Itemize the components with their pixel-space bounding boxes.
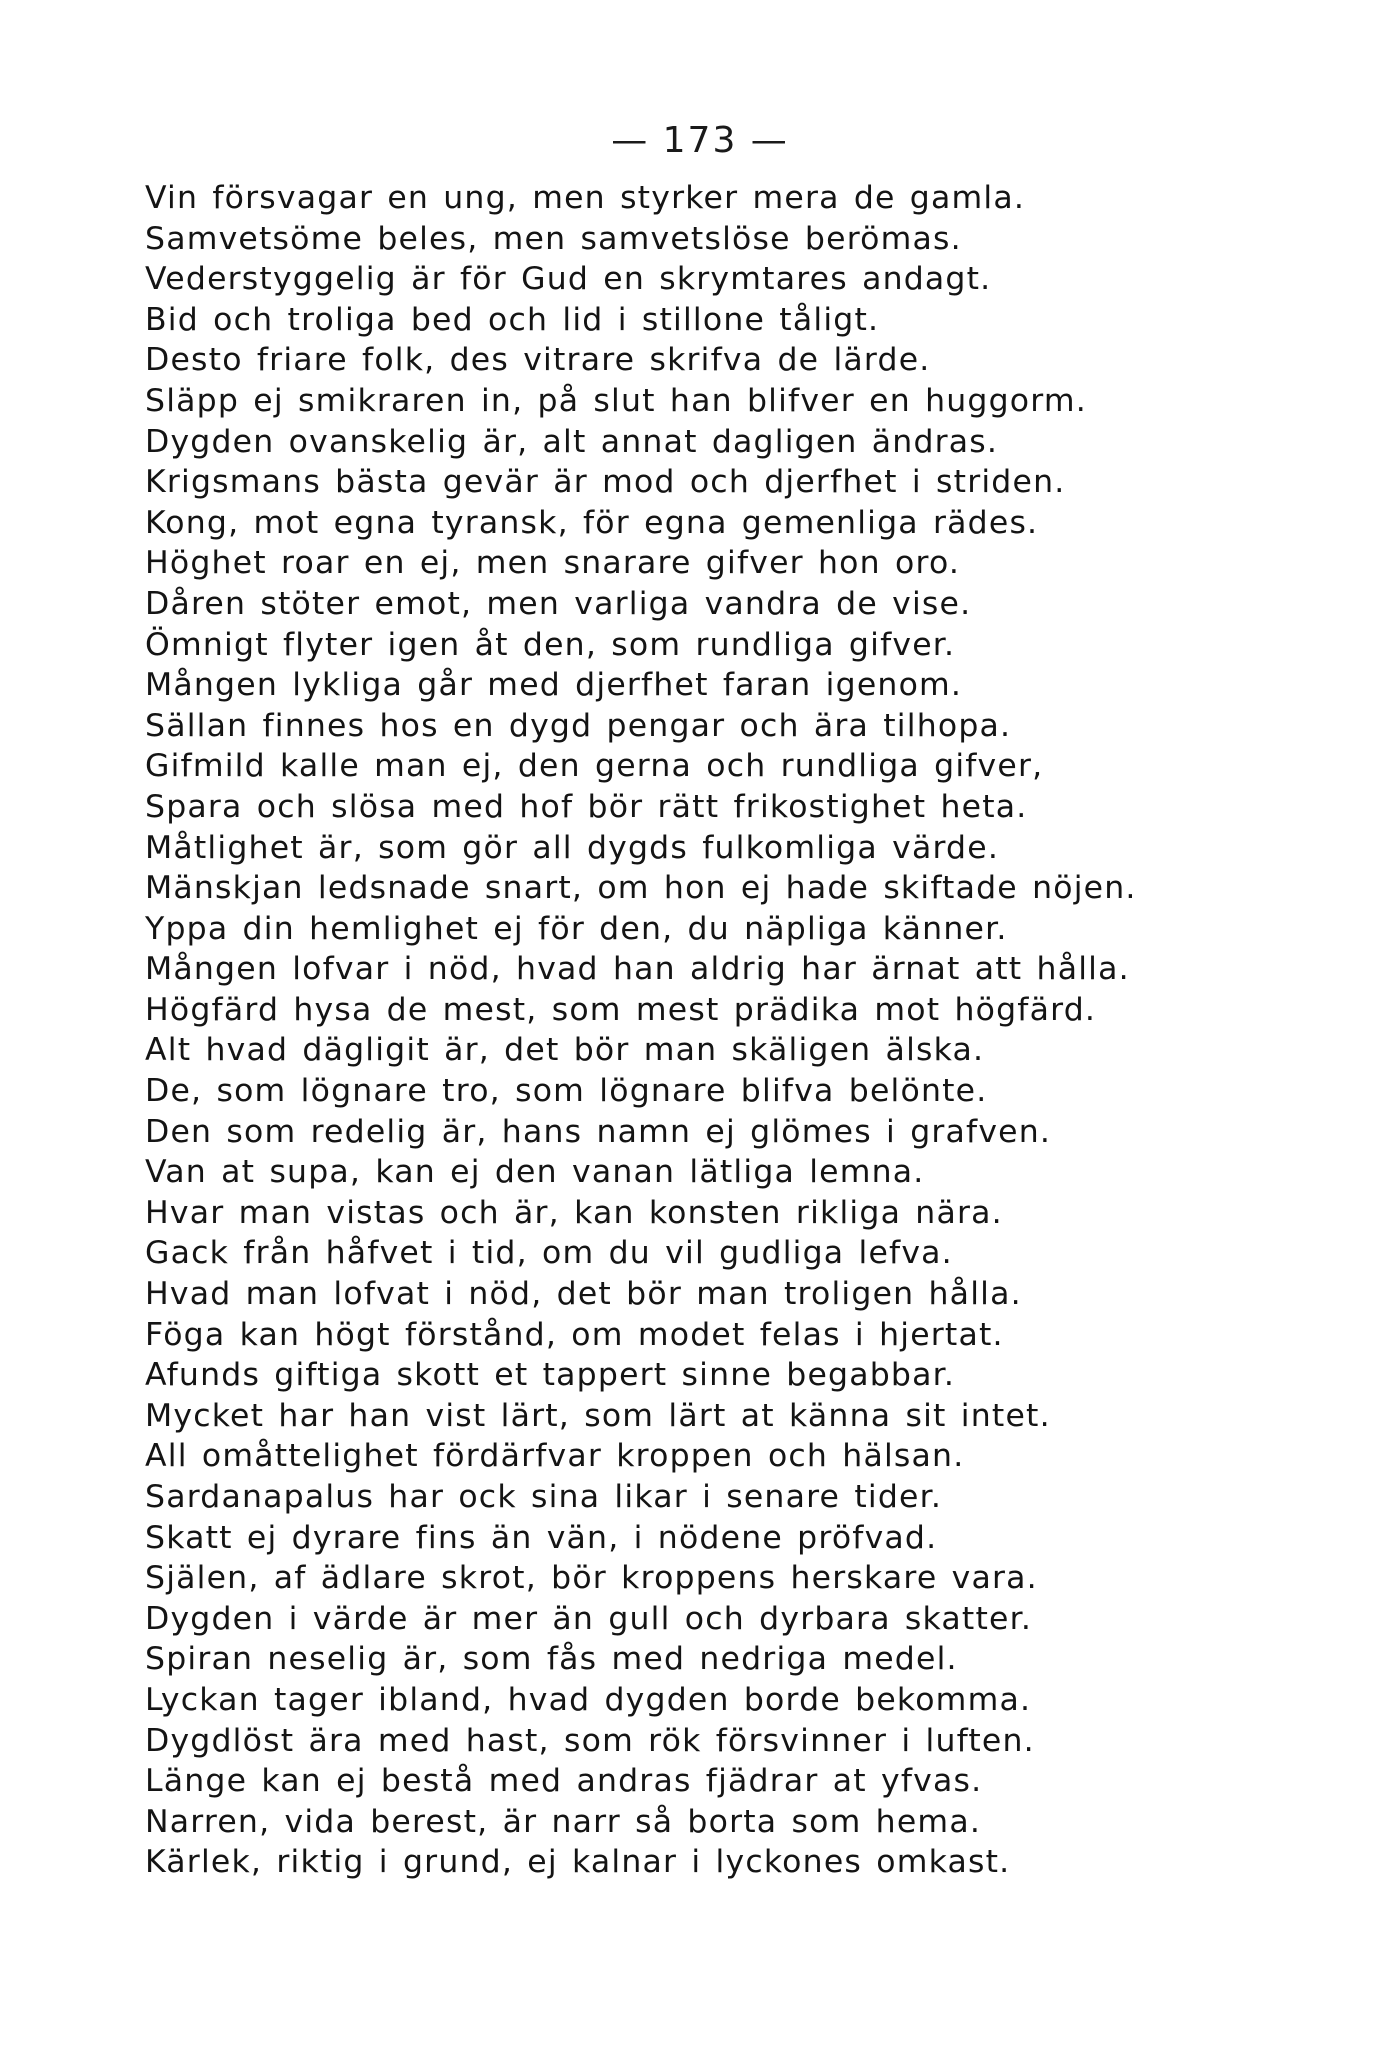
proverb-line: Sällan finnes hos en dygd pengar och ära tilhopa. (145, 707, 1012, 744)
proverb-line: Föga kan högt förstånd, om modet felas i hjertat. (145, 1316, 1004, 1353)
proverb-line: Mången lykliga går med djerfhet faran igenom. (145, 667, 963, 704)
proverb-line: Samvetsöme beles, men samvetslöse berömas. (145, 220, 962, 257)
proverb-line: Vederstyggelig är för Gud en skrymtares andagt. (145, 261, 992, 298)
proverb-line: Den som redelig är, hans namn ej glömes i grafven. (145, 1113, 1052, 1150)
proverb-line: Själen, af ädlare skrot, bör kroppens herskare vara. (145, 1560, 1038, 1597)
proverb-list (145, 178, 1345, 1883)
proverb-line: Narren, vida berest, är narr så borta som hema. (145, 1803, 982, 1840)
proverb-line: Hvad man lofvat i nöd, det bör man troligen hålla. (145, 1276, 1022, 1313)
proverb-line: Måtlighet är, som gör all dygds fulkomliga värde. (145, 829, 1000, 866)
proverb-line: Skatt ej dyrare fins än vän, i nödene pröfvad. (145, 1519, 938, 1556)
proverb-line: Dåren stöter emot, men varliga vandra de vise. (145, 585, 972, 622)
proverb-line: Gack från håfvet i tid, om du vil gudliga lefva. (145, 1235, 953, 1272)
proverb-line: All omåttelighet fördärfvar kroppen och hälsan. (145, 1438, 965, 1475)
proverb-line: Vin försvagar en ung, men styrker mera de gamla. (145, 180, 1026, 216)
proverb-line: Bid och troliga bed och lid i stillone tåligt. (145, 301, 880, 338)
proverb-line: Mycket har han vist lärt, som lärt at känna sit intet. (145, 1397, 1051, 1434)
proverb-line: Mången lofvar i nöd, hvad han aldrig har ärnat att hålla. (145, 951, 1130, 988)
proverb-line: Högfärd hysa de mest, som mest prädika mot högfärd. (145, 991, 1097, 1028)
proverb-line: Dygdlöst ära med hast, som rök försvinner i luften. (145, 1722, 1035, 1759)
proverb-line: Gifmild kalle man ej, den gerna och rundliga gifver, (145, 748, 1044, 785)
proverb-line: Mänskjan ledsnade snart, om hon ej hade skiftade nöjen. (145, 870, 1137, 907)
proverb-line: Kärlek, riktig i grund, ej kalnar i lyckones omkast. (145, 1844, 1011, 1881)
proverb-line: Släpp ej smikraren in, på slut han blifver en huggorm. (145, 382, 1087, 419)
proverb-line: Yppa din hemlighet ej för den, du näpliga känner. (145, 910, 1008, 947)
proverb-line: Spiran neselig är, som fås med nedriga medel. (145, 1641, 958, 1678)
proverb-line: Dygden ovanskelig är, alt annat dagligen ändras. (145, 423, 999, 460)
proverb-line: Desto friare folk, des vitrare skrifva de lärde. (145, 342, 931, 379)
proverb-line: Krigsmans bästa gevär är mod och djerfhet i striden. (145, 464, 1066, 501)
proverb-line: Dygden i värde är mer än gull och dyrbara skatter. (145, 1600, 1033, 1637)
proverb-line: Länge kan ej bestå med andras fjädrar at yfvas. (145, 1763, 983, 1800)
proverb-line: Spara och slösa med hof bör rätt frikostighet heta. (145, 788, 1028, 825)
proverb-line: Sardanapalus har ock sina likar i senare tider. (145, 1479, 943, 1515)
proverb-line: Kong, mot egna tyransk, för egna gemenliga rädes. (145, 504, 1039, 541)
proverb-line: Hvar man vistas och är, kan konsten rikliga nära. (145, 1194, 1003, 1231)
proverb-line: Höghet roar en ej, men snarare gifver hon oro. (145, 545, 961, 582)
proverb-line: Lyckan tager ibland, hvad dygden borde bekomma. (145, 1681, 1032, 1718)
proverb-line: Van at supa, kan ej den vanan lätliga lemna. (145, 1154, 925, 1191)
page-number: — 173 — (611, 120, 789, 161)
proverb-line: Alt hvad dägligit är, det bör man skäligen älska. (145, 1032, 985, 1069)
proverb-line: De, som lögnare tro, som lögnare blifva belönte. (145, 1073, 988, 1110)
proverb-line: Afunds giftiga skott et tappert sinne begabbar. (145, 1357, 956, 1394)
proverb-line: Ömnigt flyter igen åt den, som rundliga gifver. (145, 626, 956, 663)
